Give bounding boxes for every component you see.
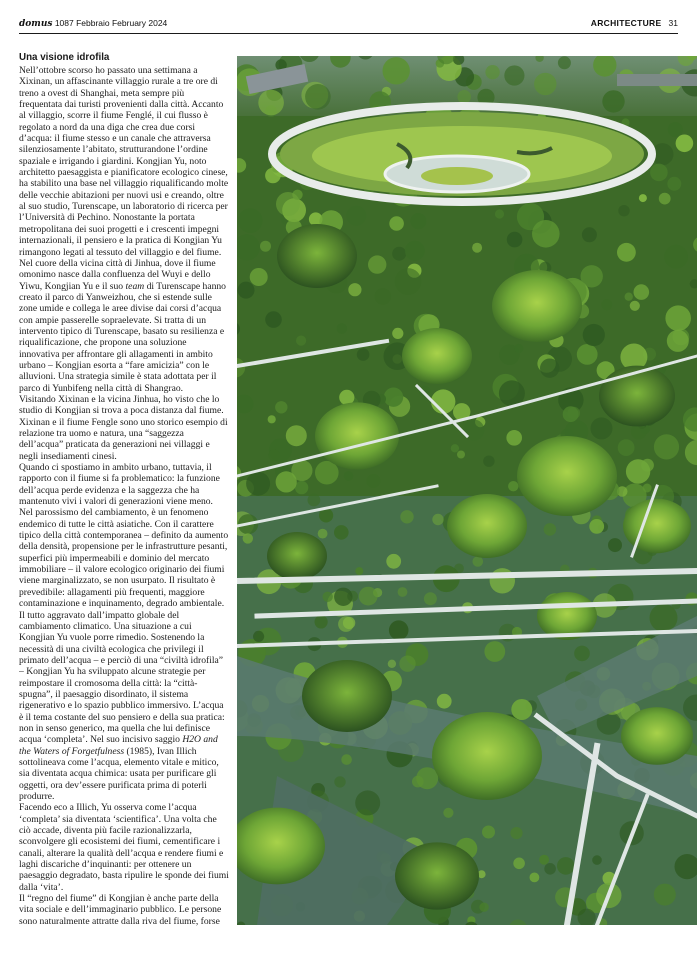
tree-crown [485,65,499,79]
tree-crown [432,514,443,525]
tree-crown [534,73,556,95]
article-paragraph [19,65,229,258]
tree-crown [348,283,361,296]
tree-crown [591,417,613,439]
tree-crown [592,855,602,865]
tree-crown [511,699,532,720]
tree-crown [375,288,392,305]
tree-crown [388,660,396,668]
tree-cluster [623,499,691,553]
tree-crown [668,122,683,137]
page-number: 31 [668,18,678,28]
tree-cluster [517,436,617,516]
tree-crown [400,510,413,523]
tree-crown [405,241,425,261]
article-paragraph [19,394,229,462]
tree-crown [602,90,624,112]
tree-cluster [492,270,582,342]
tree-crown [626,459,650,483]
paragraph-text: Quando ci spostiamo in ambito urbano, tuttavia, il rapporto con il fiume si fa problematico: la funzione dell’acqua perde evidenza e la saggezza che ha mantenuto vivi i valori di generazioni viene meno. Nel parossismo del cambiamento, è un fenomeno endemico di tutte le città asiatiche. Con il carattere tipico della città contemporanea – definito da aumento della densità, propensione per le infrastrutture pesanti, superfici più impermeabili e dominio del mercato immobiliare – il valore ecologico originario dei fiumi viene marginalizzato, se non usurpato. Il risultato è prevedibile: allagamenti più frequenti, maggiore contaminazione e inquinamento, degrado ambientale. Il tutto aggravato dall’impatto globale del cambiamento climatico. Una situazione a cui Kongjian Yu vuole porre rimedio. Sostenendo la necessità di una civiltà ecologica che privilegi il primato dell’acqua – e perciò di una “civiltà idrofila” – Kongjian Yu ha sviluppato alcune strategie per reimpostare il cromosoma della città: la “città-spugna”, il paesaggio disordinato, il sistema rigenerativo e lo spazio pubblico immersivo. L’acqua è il tema costante del suo pensiero e della sua pratica: non in senso generico, ma quella che lui definisce acqua ‘completa’. Nel suo incisivo saggio [19,462,229,746]
aerial-park-photo [237,56,697,925]
paragraph-text: Visitando Xixinan e la vicina Jinhua, ho visto che lo studio di Kongjian si trova a poca distanza dal fiume. Xixinan e il fiume Fengle sono uno storico esempio di relazione tra uomo e natura, una “saggezza dell’acqua” praticata da generazioni nei villaggi e negli insediamenti cinesi. [19,393,228,462]
tree-crown [659,193,671,205]
tree-crown [483,456,494,467]
tree-crown [383,57,410,84]
tree-crown [355,790,380,815]
paragraph-text: Nell’ottobre scorso ho passato una settimana a Xixinan, un affascinante villaggio rurale a tre ore di treno a ovest di Shanghai, meta sempre più frequentata dai turisti provenienti dalla città. Accanto al villaggio, scorre il fiume Fenglé, il cui flusso è regolato a nord da una diga che crea due corsi d’acqua: il fiume stesso e un canale che attraversa silenziosamente l’abitato, strutturandone l’ordine spaziale e irrigando i giardini. Kongjian Yu, noto architetto paesaggista e pianificatore ecologico cinese, ha stabilito una base nel villaggio riqualificando molte delle vecchie abitazioni per nuovi usi e creando, oltre al suo studio, Turenscape, un laboratorio di ricerca per l’Università di Pechino. Nonostante la portata metropolitana dei suoi progetti e i crescenti impegni internazionali, il pensiero e la pratica di Kongjian Yu rimangono legati al tessuto del villaggio e del fiume. [19,65,229,258]
article-paragraph [19,893,229,927]
tree-crown [250,268,268,286]
article-paragraph [19,462,229,802]
tree-crown [416,767,438,789]
tree-crown [238,282,255,299]
tree-crown [557,857,575,875]
tree-crown [514,344,523,353]
tree-crown [443,808,453,818]
tree-crown [574,646,590,662]
tree-crown [654,434,679,459]
article-heading: Una visione idrofila [19,52,110,63]
tree-crown [506,430,522,446]
tree-crown [581,265,603,287]
tree-crown [625,293,633,301]
tree-crown [276,471,297,492]
tree-crown [344,471,353,480]
tree-crown [608,538,622,552]
article-body [19,65,229,927]
article-paragraph [19,258,229,394]
tree-crown [667,330,689,352]
tree-cluster [395,842,479,909]
tree-crown [253,631,264,642]
tree-crown [386,554,401,569]
tree-crown [392,328,403,339]
section-info [591,18,678,28]
tree-crown [601,299,612,310]
tree-crown [618,439,635,456]
tree-crown [424,592,437,605]
tree-crown [650,604,678,632]
tree-crown [484,641,505,662]
tree-crown [544,523,557,536]
tree-crown [355,567,363,575]
tree-crown [389,216,404,231]
header-rule [19,33,678,34]
tree-crown [639,194,647,202]
tree-crown [368,255,386,273]
tree-crown [618,205,629,216]
tree-crown [357,348,370,361]
ring-plaza [272,106,652,202]
tree-crown [617,243,636,262]
tree-crown [295,481,308,494]
tree-crown [667,177,681,191]
tree-crown [395,268,422,295]
tree-crown [544,863,556,875]
tree-crown [337,323,348,334]
tree-crown [346,206,366,226]
tree-crown [265,311,282,328]
tree-crown [582,227,597,242]
tree-crown [654,884,676,906]
tree-crown [540,359,559,378]
tree-crown [246,472,270,496]
tree-crown [334,588,352,606]
tree-crown [308,494,321,507]
tree-crown [472,243,482,253]
tree-crown [504,65,524,85]
tree-crown [482,826,495,839]
tree-crown [305,84,331,110]
aerial-park-illustration [237,56,697,925]
tree-crown [334,776,345,787]
tree-crown [457,90,471,104]
tree-cluster [599,366,675,427]
article-column [19,52,229,932]
tree-crown [275,401,287,413]
tree-crown [664,245,688,269]
paragraph-text: Nel cuore della vicina città di Jinhua, dove il fiume omonimo nasce dalla confluenza del Wuyi e dello Yiwu, Kongjian Yu e il suo [19,257,216,292]
article-paragraph [19,802,229,893]
tree-cluster [402,328,472,384]
tree-crown [359,587,378,606]
tree-crown [513,858,525,870]
tree-crown [650,164,668,182]
tree-crown [323,592,333,602]
tree-crown [451,444,459,452]
tree-crown [318,529,328,539]
running-head [19,18,678,34]
tree-crown [437,694,452,709]
tree-crown [634,284,650,300]
tree-crown [260,241,271,252]
tree-crown [510,827,522,839]
tree-cluster [302,660,392,732]
tree-crown [243,533,253,543]
italic-text: H2O and the Waters of Forgetfulness [19,734,218,757]
tree-cluster [447,494,527,558]
tree-crown [367,474,381,488]
paragraph-text: di Turenscape hanno creato il parco di Yanweizhou, che si estende sulle zone umide e collega le aree divise dai corsi d’acqua con ampie passerelle sopraelevate. Si tratta di un intervento tipico di Turenscape, basato su resilienza e riqualificazione, che propone una soluzione innovativa per affrontare gli allagamenti in ambito urbano – Kongjian esorta a “fare amicizia” con le alluvioni. Una strategia simile è stata adottata per il parco di Yunbifeng nella città di Shangrao. [19,280,226,394]
magazine-name: domus [19,19,53,29]
tree-crown [258,90,284,116]
tree-crown [399,656,415,672]
tree-crown [268,449,280,461]
tree-crown [392,247,406,261]
tree-crown [315,615,328,628]
tree-crown [479,903,488,912]
paragraph-text: Facendo eco a Illich, Yu osserva come l’acqua ‘completa’ sia diventata ‘scientifica’. Una volta che ciò accade, diventa più facile razionalizzarla, sconvolgere gli ecosistemi dei fiumi, cementificare i canali, alterare la qualità dell’acqua e rendere fiumi e laghi discariche d’inquinanti: per ottenere un paesaggio degradato, basta ripulire le sponde dei fiumi dalla ‘vita’. [19,802,229,893]
tree-crown [286,425,307,446]
tree-crown [577,344,598,365]
tree-cluster [432,712,542,800]
paragraph-text: Il “regno del fiume” di Kongjian è anche parte della vita sociale e dell’immaginario pubblico. Le persone sono naturalmente attratte dalla riva del fiume, forse [19,893,222,927]
issue-info [19,18,167,29]
issue-label: 1087 Febbraio February 2024 [54,18,168,28]
tree-crown [296,336,306,346]
tree-crown [495,209,504,218]
tree-cluster [621,707,693,765]
tree-crown [676,135,694,153]
tree-crown [665,305,691,331]
tree-crown [643,484,652,493]
tree-crown [410,213,426,229]
tree-crown [338,616,354,632]
italic-text: team [125,280,145,292]
tree-crown [508,481,518,491]
tree-crown [532,220,560,248]
tree-cluster [315,402,399,469]
tree-crown [389,620,409,640]
tree-crown [473,556,484,567]
tree-crown [268,415,276,423]
paragraph-text: (1985), Ivan Illich sottolineava come l’acqua, elemento vitale e mitico, sia diventata acqua chimica: usata per purificare gli oggetti, ora dev’essere purificata prima di poterli produrre. [19,745,219,802]
tree-crown [563,406,579,422]
tree-crown [398,587,408,597]
tree-crown [457,451,465,459]
tree-crown [276,192,300,216]
tree-crown [539,855,549,865]
tree-crown [341,754,352,765]
tree-crown [507,232,523,248]
tree-crown [384,388,403,407]
tree-crown [490,568,515,593]
tree-crown [630,301,640,311]
tree-crown [558,56,571,69]
tree-crown [238,208,263,233]
tree-crown [583,324,605,346]
tree-crown [530,873,540,883]
tree-cluster [267,532,327,580]
tree-cluster [277,224,357,288]
tree-crown [589,519,604,534]
tree-crown [334,525,349,540]
section-label: ARCHITECTURE [590,18,662,28]
